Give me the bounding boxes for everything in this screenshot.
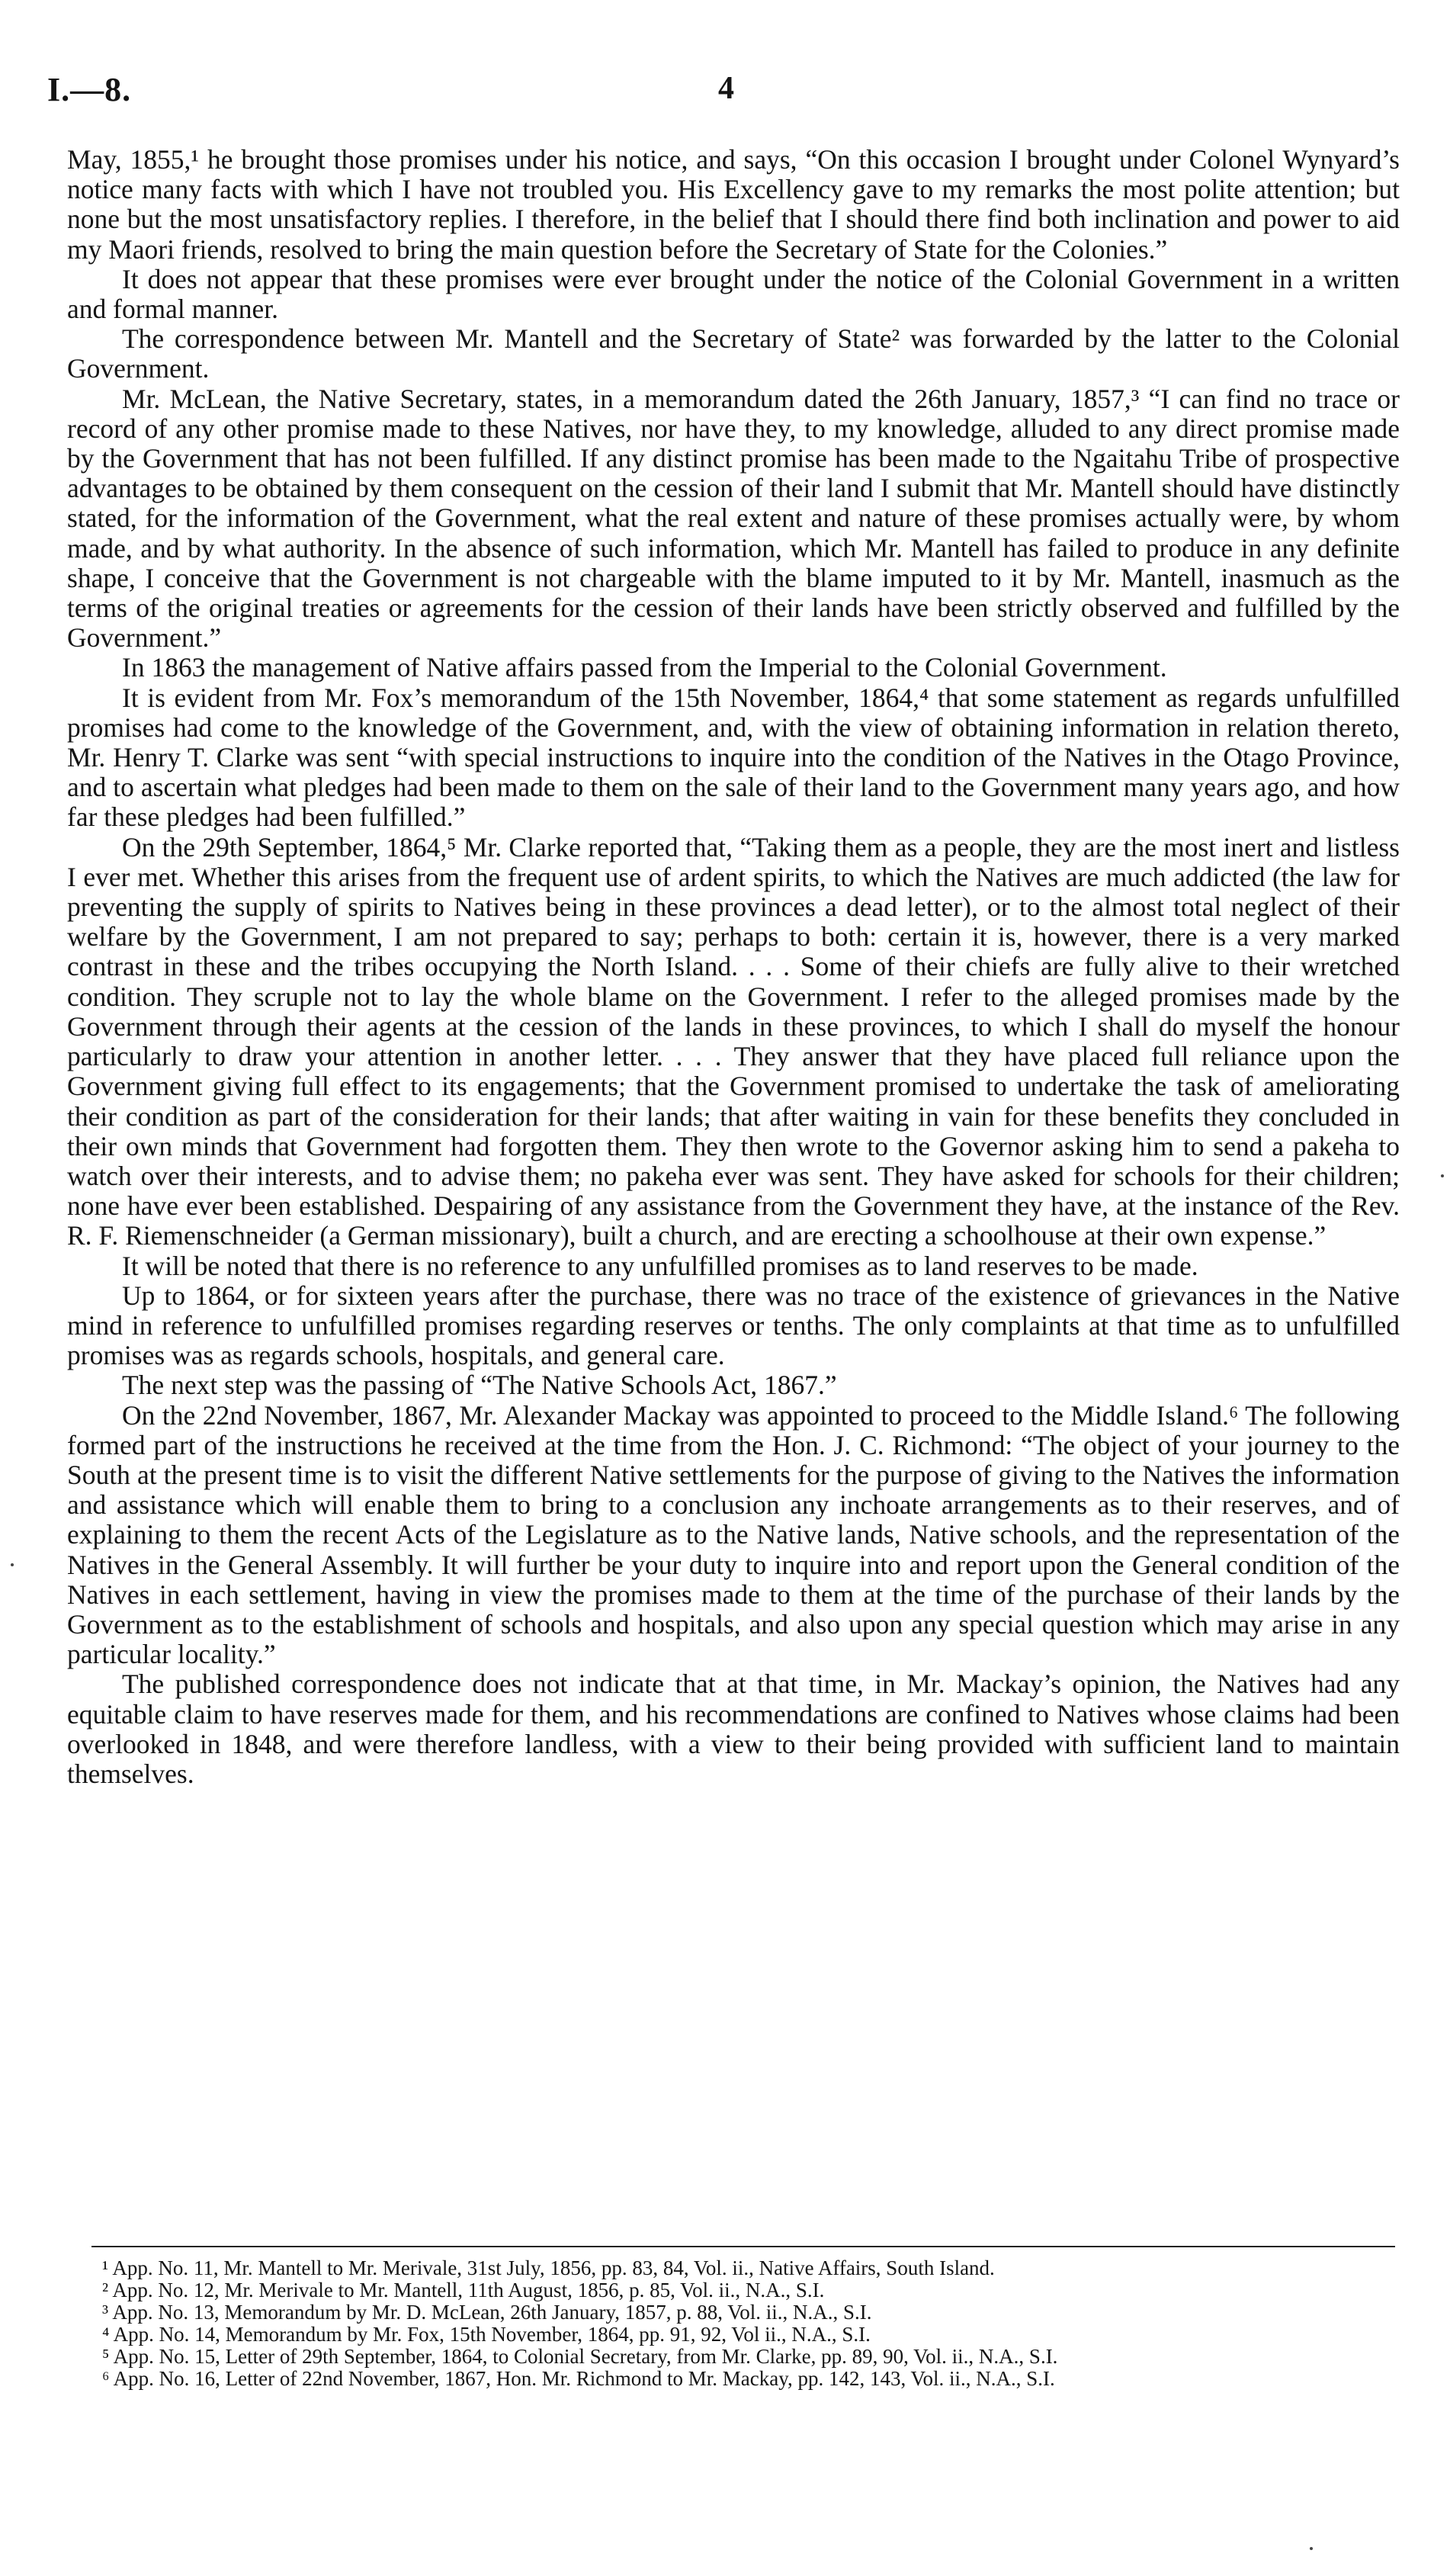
paragraph-12: The published correspondence does not indicate that at that time, in Mr. Mackay’s opinion, the Natives had any equitable claim to have reserves made for them, and his recommendations are confined to Natives whose claims had been overlooked in 1848, and were therefore landless, with a view to their being provided with sufficient land to maintain themselves. <box>67 1669 1400 1789</box>
paragraph-10: The next step was the passing of “The Native Schools Act, 1867.” <box>122 1370 837 1401</box>
scan-speck <box>1310 2547 1313 2550</box>
footnote-5: ⁵ App. No. 15, Letter of 29th September, 1864, to Colonial Secretary, from Mr. Clarke, pp. 89, 90, Vol. ii., N.A., S.I. <box>102 2345 1058 2368</box>
footnote-4: ⁴ App. No. 14, Memorandum by Mr. Fox, 15th November, 1864, pp. 91, 92, Vol ii., N.A., S.I. <box>102 2323 871 2346</box>
body-text <box>67 145 1400 1789</box>
paragraph-1: May, 1855,¹ he brought those promises under his notice, and says, “On this occasion I brought under Colonel Wynyard’s notice many facts with which I have not troubled you. His Excellency gave to my remarks the most polite attention; but none but the most unsatisfactory replies. I therefore, in the belief that I should there find both inclination and power to aid my Maori friends, resolved to bring the main question before the Secretary of State for the Colonies.” <box>67 144 1400 265</box>
paragraph-9: Up to 1864, or for sixteen years after the purchase, there was no trace of the existence of grievances in the Native mind in reference to unfulfilled promises regarding reserves or tenths. The only complaints at that time as to unfulfilled promises was as regards schools, hospitals, and general care. <box>67 1280 1400 1371</box>
footnote-2: ² App. No. 12, Mr. Merivale to Mr. Mantell, 11th August, 1856, p. 85, Vol. ii., N.A., S.I. <box>102 2279 825 2301</box>
paragraph-6: It is evident from Mr. Fox’s memorandum of the 15th November, 1864,⁴ that some statement as regards unfulfilled promises had come to the knowledge of the Government, and, with the view of obtaining information in relation thereto, Mr. Henry T. Clarke was sent “with special instructions to inquire into the condition of the Natives in the Otago Province, and to ascertain what pledges had been made to them on the sale of their land to the Government many years ago, and how far these pledges had been fulfilled.” <box>67 682 1400 833</box>
paragraph-11: On the 22nd November, 1867, Mr. Alexander Mackay was appointed to proceed to the Middle Island.⁶ The following formed part of the instructions he received at the time from the Hon. J. C. Richmond: “The object of your journey to the South at the present time is to visit the different Native settlements for the purpose of giving to the Natives the information and assistance which will enable them to bring to a conclusion any inchoate arrangements as to their reserves, and of explaining to them the recent Acts of the Legislature as to the Native lands, Native schools, and the representation of the Natives in the General Assembly. It will further be your duty to inquire into and report upon the General condition of the Natives in each settlement, having in view the promises made to them at the time of the purchase of their lands by the Government as to the establishment of schools and hospitals, and also upon any special question which may arise in any particular locality.” <box>67 1399 1400 1670</box>
paragraph-8: It will be noted that there is no reference to any unfulfilled promises as to land reserves to be made. <box>122 1250 1198 1281</box>
paragraph-4: Mr. McLean, the Native Secretary, states, in a memorandum dated the 26th January, 1857,³ “I can find no trace or record of any other promise made to these Natives, nor have they, to my knowledge, alluded to any direct promise made by the Government that has not been fulfilled. If any distinct promise has been made to the Ngaitahu Tribe of prospective advantages to be obtained by them consequent on the cession of their land I submit that Mr. Mantell should have distinctly stated, for the information of the Government, what the real extent and nature of these promises actually were, by whom made, and by what authority. In the absence of such information, which Mr. Mantell has failed to produce in any definite shape, I conceive that the Government is not chargeable with the blame imputed to it by Mr. Mantell, inasmuch as the terms of the original treaties or agreements for the cession of their lands have been strictly observed and fulfilled by the Government.” <box>67 383 1400 654</box>
footnote-1: ¹ App. No. 11, Mr. Mantell to Mr. Merivale, 31st July, 1856, pp. 83, 84, Vol. ii., Native Affairs, South Island. <box>102 2256 995 2279</box>
scan-speck <box>11 1563 14 1566</box>
footnote-divider <box>91 2246 1395 2247</box>
paper-reference: I.—8. <box>47 71 132 108</box>
paragraph-2: It does not appear that these promises were ever brought under the notice of the Colonial Government in a written and formal manner. <box>67 263 1400 325</box>
scan-speck <box>1441 1174 1444 1177</box>
footnote-3: ³ App. No. 13, Memorandum by Mr. D. McLean, 26th January, 1857, p. 88, Vol. ii., N.A., S.I. <box>102 2301 872 2324</box>
page-number: 4 <box>718 71 734 106</box>
paragraph-7: On the 29th September, 1864,⁵ Mr. Clarke reported that, “Taking them as a people, they are the most inert and listless I ever met. Whether this arises from the frequent use of ardent spirits, to which the Natives are much addicted (the law for preventing the supply of spirits to Natives being in these provinces a dead letter), or to the almost total neglect of their welfare by the Government, I am not prepared to say; perhaps to both: certain it is, however, there is a very marked contrast in these and the tribes occupying the North Island. . . . Some of their chiefs are fully alive to their wretched condition. They scruple not to lay the whole blame on the Government. I refer to the alleged promises made by the Government through their agents at the cession of the lands in these provinces, to which I shall do myself the honour particularly to draw your attention in another letter. . . . They answer that they have placed full reliance upon the Government giving full effect to its engagements; that the Government promised to undertake the task of ameliorating their condition as part of the consideration for their lands; that after waiting in vain for these benefits they concluded in their own minds that Government had forgotten them. They then wrote to the Governor asking him to send a pakeha to watch over their interests, and to advise them; no pakeha ever was sent. They have asked for schools for their children; none have ever been established. Despairing of any assistance from the Government they have, at the instance of the Rev. R. F. Riemenschneider (a German missionary), built a church, and are erecting a schoolhouse at their own expense.” <box>67 831 1400 1251</box>
footnote-6: ⁶ App. No. 16, Letter of 22nd November, 1867, Hon. Mr. Richmond to Mr. Mackay, pp. 142, 143, Vol. ii., N.A., S.I. <box>102 2367 1055 2390</box>
paragraph-5: In 1863 the management of Native affairs passed from the Imperial to the Colonial Government. <box>122 652 1167 683</box>
paragraph-3: The correspondence between Mr. Mantell and the Secretary of State² was forwarded by the latter to the Colonial Government. <box>67 323 1400 384</box>
footnotes <box>67 2257 1400 2390</box>
